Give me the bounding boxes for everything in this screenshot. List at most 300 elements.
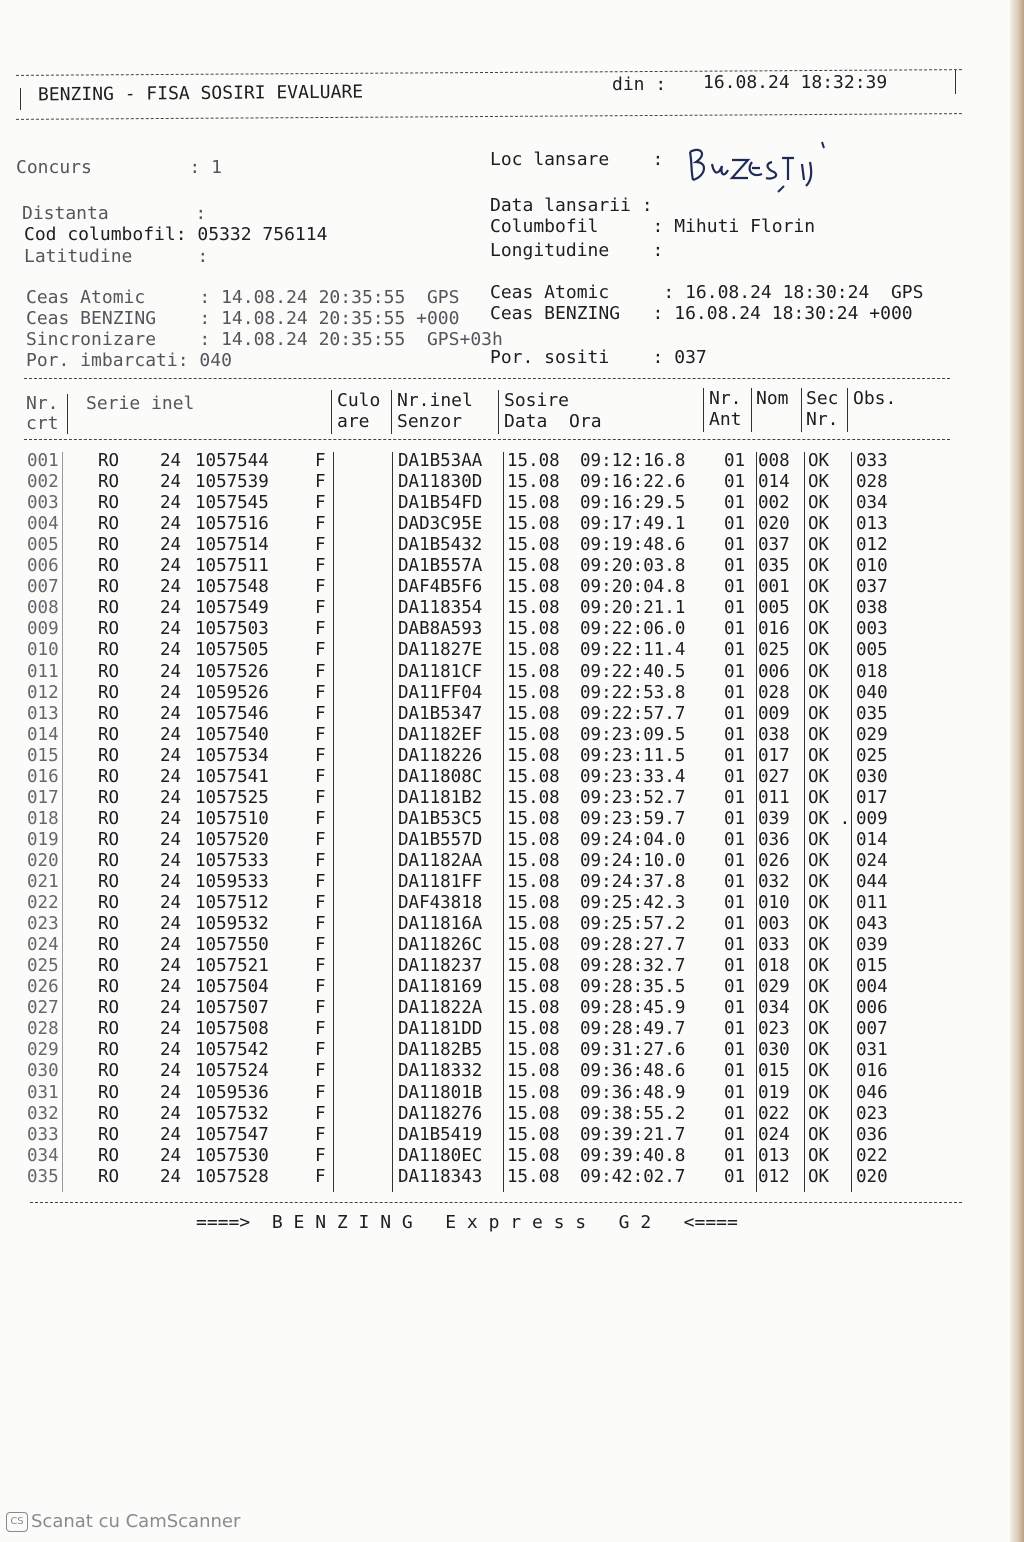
table-bottom-rule <box>30 1202 962 1203</box>
col-sec-1: Sec <box>806 388 839 409</box>
sensor-id-cell: DA118226 <box>398 745 483 766</box>
sex-cell: F <box>315 1103 326 1124</box>
watermark-text: Scanat cu CamScanner <box>31 1511 241 1532</box>
sex-cell: F <box>315 703 326 724</box>
table-row <box>0 725 1000 746</box>
nom-cell: 014 <box>758 472 790 493</box>
obs-cell: 030 <box>856 766 888 787</box>
row-number-cell: 016 <box>27 766 59 787</box>
arrival-date-cell: 15.08 <box>507 1124 560 1145</box>
header-bottom-rule <box>24 439 950 440</box>
year-cell: 24 <box>160 808 182 829</box>
sex-cell: F <box>315 850 326 871</box>
sensor-id-cell: DA1182B5 <box>398 1040 483 1061</box>
sec-status-cell: OK <box>808 472 830 493</box>
nom-cell: 002 <box>758 493 790 514</box>
nr-ant-cell: 01 <box>724 451 746 471</box>
ring-number-cell: 1057530 <box>195 1145 269 1166</box>
ring-number-cell: 1057514 <box>195 535 269 556</box>
row-number-cell: 009 <box>27 619 59 640</box>
arrival-date-cell: 15.08 <box>507 893 560 914</box>
arrival-date-cell: 15.08 <box>507 661 560 682</box>
nom-cell: 032 <box>758 872 790 892</box>
country-code-cell: RO <box>98 451 120 471</box>
sex-cell: F <box>315 872 326 892</box>
table-row <box>0 830 1000 851</box>
year-cell: 24 <box>160 1124 182 1145</box>
hdr-div-2 <box>331 390 332 434</box>
sec-status-cell: OK <box>808 703 830 724</box>
nom-cell: 022 <box>758 1103 790 1124</box>
obs-cell: 005 <box>856 640 888 661</box>
row-number-cell: 001 <box>27 451 59 471</box>
sex-cell: F <box>315 1124 326 1145</box>
arrival-time-cell: 09:23:11.5 <box>580 745 686 766</box>
sex-cell: F <box>315 1082 326 1103</box>
longitudine-line: Longitudine : <box>490 240 664 261</box>
row-number-cell: 013 <box>27 703 59 724</box>
ring-number-cell: 1057541 <box>195 766 269 787</box>
sex-cell: F <box>315 1040 326 1061</box>
row-number-cell: 006 <box>27 556 59 577</box>
row-number-cell: 004 <box>27 514 59 535</box>
table-row <box>0 556 1000 577</box>
country-code-cell: RO <box>98 893 120 914</box>
ring-number-cell: 1057524 <box>195 1061 269 1082</box>
country-code-cell: RO <box>98 493 120 514</box>
year-cell: 24 <box>160 766 182 787</box>
obs-cell: 006 <box>856 998 888 1019</box>
year-cell: 24 <box>160 745 182 766</box>
obs-cell: 029 <box>856 724 888 745</box>
ring-number-cell: 1057544 <box>195 451 269 471</box>
hdr-div-1 <box>67 394 68 434</box>
country-code-cell: RO <box>98 998 120 1019</box>
sensor-id-cell: DA118237 <box>398 956 483 977</box>
col-nr-2: crt <box>26 413 59 434</box>
nom-cell: 033 <box>758 935 790 956</box>
nom-cell: 020 <box>758 514 790 535</box>
nom-cell: 009 <box>758 703 790 724</box>
header-top-rule <box>24 378 950 379</box>
sex-cell: F <box>315 956 326 977</box>
nr-ant-cell: 01 <box>724 598 746 619</box>
sensor-id-cell: DAB8A593 <box>398 619 483 640</box>
table-row <box>0 788 1000 809</box>
sensor-id-cell: DA118332 <box>398 1061 483 1082</box>
country-code-cell: RO <box>98 872 120 892</box>
table-row <box>0 577 1000 598</box>
country-code-cell: RO <box>98 619 120 640</box>
sec-status-cell: OK . <box>808 808 851 829</box>
sec-status-cell: OK <box>808 956 830 977</box>
sensor-id-cell: DAD3C95E <box>398 514 483 535</box>
arrival-time-cell: 09:22:57.7 <box>580 703 686 724</box>
nom-cell: 015 <box>758 1061 790 1082</box>
country-code-cell: RO <box>98 1124 120 1145</box>
nr-ant-cell: 01 <box>724 1019 746 1040</box>
nr-ant-cell: 01 <box>724 977 746 998</box>
obs-cell: 007 <box>856 1019 888 1040</box>
arrival-time-cell: 09:23:09.5 <box>580 724 686 745</box>
year-cell: 24 <box>160 724 182 745</box>
ring-number-cell: 1057528 <box>195 1166 269 1187</box>
sex-cell: F <box>315 935 326 956</box>
hdr-div-6 <box>751 388 752 432</box>
year-cell: 24 <box>160 1103 182 1124</box>
nom-cell: 018 <box>758 956 790 977</box>
distanta-line: Distanta : <box>22 203 207 224</box>
nr-ant-cell: 01 <box>724 472 746 493</box>
arrival-time-cell: 09:20:04.8 <box>580 577 686 598</box>
title-right-bar <box>955 70 956 94</box>
sensor-id-cell: DA1B54FD <box>398 493 483 514</box>
country-code-cell: RO <box>98 1082 120 1103</box>
arrival-time-cell: 09:17:49.1 <box>580 514 686 535</box>
table-row <box>0 619 1000 640</box>
ring-number-cell: 1057550 <box>195 935 269 956</box>
table-row <box>0 1146 1000 1167</box>
concurs-line: Concurs : 1 <box>16 157 222 178</box>
country-code-cell: RO <box>98 914 120 935</box>
row-number-cell: 034 <box>27 1145 59 1166</box>
obs-cell: 024 <box>856 850 888 871</box>
country-code-cell: RO <box>98 514 120 535</box>
table-row <box>0 598 1000 619</box>
year-cell: 24 <box>160 935 182 956</box>
ring-number-cell: 1057508 <box>195 1019 269 1040</box>
sex-cell: F <box>315 745 326 766</box>
table-row <box>0 1040 1000 1061</box>
nom-cell: 025 <box>758 640 790 661</box>
row-number-cell: 011 <box>27 661 59 682</box>
sec-status-cell: OK <box>808 829 830 850</box>
sec-status-cell: OK <box>808 745 830 766</box>
row-number-cell: 007 <box>27 577 59 598</box>
arrival-time-cell: 09:25:57.2 <box>580 914 686 935</box>
nr-ant-cell: 01 <box>724 787 746 808</box>
row-number-cell: 003 <box>27 493 59 514</box>
sensor-id-cell: DAF43818 <box>398 893 483 914</box>
year-cell: 24 <box>160 998 182 1019</box>
year-cell: 24 <box>160 893 182 914</box>
obs-cell: 023 <box>856 1103 888 1124</box>
country-code-cell: RO <box>98 556 120 577</box>
arrival-date-cell: 15.08 <box>507 998 560 1019</box>
year-cell: 24 <box>160 556 182 577</box>
ring-number-cell: 1057520 <box>195 829 269 850</box>
sec-status-cell: OK <box>808 1019 830 1040</box>
nr-ant-cell: 01 <box>724 935 746 956</box>
cod-columbofil-line: Cod columbofil: 05332 756114 <box>24 224 328 245</box>
country-code-cell: RO <box>98 1145 120 1166</box>
table-row <box>0 683 1000 704</box>
obs-cell: 025 <box>856 745 888 766</box>
country-code-cell: RO <box>98 1166 120 1187</box>
row-number-cell: 023 <box>27 914 59 935</box>
col-sosire-1: Sosire <box>504 390 570 411</box>
arrival-date-cell: 15.08 <box>507 1103 560 1124</box>
nr-ant-cell: 01 <box>724 1166 746 1187</box>
sec-status-cell: OK <box>808 914 830 935</box>
table-row <box>0 893 1000 914</box>
country-code-cell: RO <box>98 977 120 998</box>
row-number-cell: 035 <box>27 1166 59 1187</box>
arrival-date-cell: 15.08 <box>507 556 560 577</box>
sec-status-cell: OK <box>808 1145 830 1166</box>
nom-cell: 036 <box>758 829 790 850</box>
nr-ant-cell: 01 <box>724 556 746 577</box>
row-number-cell: 015 <box>27 745 59 766</box>
arrival-date-cell: 15.08 <box>507 703 560 724</box>
row-number-cell: 019 <box>27 829 59 850</box>
sensor-id-cell: DA1B5347 <box>398 703 483 724</box>
title-left-bar <box>20 88 21 110</box>
country-code-cell: RO <box>98 787 120 808</box>
document-title: BENZING - FISA SOSIRI EVALUARE <box>37 81 364 106</box>
nr-ant-cell: 01 <box>724 872 746 892</box>
country-code-cell: RO <box>98 1019 120 1040</box>
arrival-time-cell: 09:28:45.9 <box>580 998 686 1019</box>
year-cell: 24 <box>160 472 182 493</box>
year-cell: 24 <box>160 1145 182 1166</box>
table-row <box>0 809 1000 830</box>
table-row <box>0 1019 1000 1040</box>
nr-ant-cell: 01 <box>724 850 746 871</box>
sex-cell: F <box>315 1019 326 1040</box>
nom-cell: 035 <box>758 556 790 577</box>
nom-cell: 039 <box>758 808 790 829</box>
arrival-time-cell: 09:24:37.8 <box>580 872 686 892</box>
year-cell: 24 <box>160 1019 182 1040</box>
nom-cell: 034 <box>758 998 790 1019</box>
col-nrinel-1: Nr.inel <box>397 390 473 411</box>
sec-status-cell: OK <box>808 682 830 703</box>
ring-number-cell: 1059532 <box>195 914 269 935</box>
table-row <box>0 1104 1000 1125</box>
nom-cell: 005 <box>758 598 790 619</box>
country-code-cell: RO <box>98 724 120 745</box>
country-code-cell: RO <box>98 577 120 598</box>
obs-cell: 036 <box>856 1124 888 1145</box>
nom-cell: 017 <box>758 745 790 766</box>
country-code-cell: RO <box>98 1061 120 1082</box>
ring-number-cell: 1057503 <box>195 619 269 640</box>
sincronizare-line: Sincronizare : 14.08.24 20:35:55 GPS+03h <box>26 329 503 350</box>
sensor-id-cell: DA11801B <box>398 1082 483 1103</box>
row-number-cell: 027 <box>27 998 59 1019</box>
nom-cell: 001 <box>758 577 790 598</box>
data-lansarii-line: Data lansarii : <box>490 195 653 216</box>
table-row <box>0 935 1000 956</box>
obs-cell: 035 <box>856 703 888 724</box>
arrival-date-cell: 15.08 <box>507 493 560 514</box>
nr-ant-cell: 01 <box>724 1124 746 1145</box>
arrival-date-cell: 15.08 <box>507 577 560 598</box>
row-number-cell: 012 <box>27 682 59 703</box>
obs-cell: 046 <box>856 1082 888 1103</box>
arrival-time-cell: 09:23:52.7 <box>580 787 686 808</box>
col-obs: Obs. <box>853 388 897 409</box>
table-row <box>0 767 1000 788</box>
arrival-date-cell: 15.08 <box>507 535 560 556</box>
sensor-id-cell: DA11816A <box>398 914 483 935</box>
nr-ant-cell: 01 <box>724 577 746 598</box>
sec-status-cell: OK <box>808 872 830 892</box>
sensor-id-cell: DA11826C <box>398 935 483 956</box>
sensor-id-cell: DA1B557D <box>398 829 483 850</box>
ring-number-cell: 1057547 <box>195 1124 269 1145</box>
sex-cell: F <box>315 808 326 829</box>
row-number-cell: 014 <box>27 724 59 745</box>
ring-number-cell: 1057505 <box>195 640 269 661</box>
sec-status-cell: OK <box>808 787 830 808</box>
arrival-date-cell: 15.08 <box>507 977 560 998</box>
year-cell: 24 <box>160 682 182 703</box>
sensor-id-cell: DA11FF04 <box>398 682 483 703</box>
country-code-cell: RO <box>98 598 120 619</box>
sex-cell: F <box>315 577 326 598</box>
camscanner-watermark <box>6 1511 240 1532</box>
sex-cell: F <box>315 1061 326 1082</box>
obs-cell: 014 <box>856 829 888 850</box>
arrival-date-cell: 15.08 <box>507 1019 560 1040</box>
hdr-div-7 <box>801 388 802 432</box>
nr-ant-cell: 01 <box>724 893 746 914</box>
nom-cell: 029 <box>758 977 790 998</box>
ring-number-cell: 1057549 <box>195 598 269 619</box>
nr-ant-cell: 01 <box>724 956 746 977</box>
sensor-id-cell: DAF4B5F6 <box>398 577 483 598</box>
arrival-time-cell: 09:23:33.4 <box>580 766 686 787</box>
sensor-id-cell: DA1182EF <box>398 724 483 745</box>
nr-ant-cell: 01 <box>724 1103 746 1124</box>
obs-cell: 017 <box>856 787 888 808</box>
arrival-date-cell: 15.08 <box>507 1082 560 1103</box>
sensor-id-cell: DA1182AA <box>398 850 483 871</box>
sec-status-cell: OK <box>808 640 830 661</box>
nr-ant-cell: 01 <box>724 535 746 556</box>
obs-cell: 037 <box>856 577 888 598</box>
nom-cell: 016 <box>758 619 790 640</box>
title-bottom-rule <box>16 113 962 120</box>
obs-cell: 028 <box>856 472 888 493</box>
ring-number-cell: 1057540 <box>195 724 269 745</box>
row-number-cell: 025 <box>27 956 59 977</box>
nr-ant-cell: 01 <box>724 703 746 724</box>
year-cell: 24 <box>160 1166 182 1187</box>
scan-page-edge <box>1010 0 1024 1542</box>
row-number-cell: 028 <box>27 1019 59 1040</box>
table-row <box>0 1125 1000 1146</box>
arrival-date-cell: 15.08 <box>507 1166 560 1187</box>
year-cell: 24 <box>160 829 182 850</box>
arrival-date-cell: 15.08 <box>507 766 560 787</box>
arrival-time-cell: 09:16:29.5 <box>580 493 686 514</box>
year-cell: 24 <box>160 850 182 871</box>
sec-status-cell: OK <box>808 577 830 598</box>
arrival-time-cell: 09:28:27.7 <box>580 935 686 956</box>
ring-number-cell: 1059533 <box>195 872 269 892</box>
arrival-date-cell: 15.08 <box>507 451 560 471</box>
sensor-id-cell: DA1B53C5 <box>398 808 483 829</box>
sensor-id-cell: DA1181DD <box>398 1019 483 1040</box>
sec-status-cell: OK <box>808 850 830 871</box>
sex-cell: F <box>315 682 326 703</box>
row-number-cell: 026 <box>27 977 59 998</box>
camscanner-logo-icon: CS <box>6 1512 28 1532</box>
row-number-cell: 030 <box>27 1061 59 1082</box>
nom-cell: 008 <box>758 451 790 471</box>
din-value: 16.08.24 18:32:39 <box>703 72 888 93</box>
sex-cell: F <box>315 829 326 850</box>
sex-cell: F <box>315 724 326 745</box>
sex-cell: F <box>315 914 326 935</box>
nr-ant-cell: 01 <box>724 1082 746 1103</box>
country-code-cell: RO <box>98 935 120 956</box>
sec-status-cell: OK <box>808 451 830 471</box>
col-sosire-2: Data Ora <box>504 411 602 432</box>
ring-number-cell: 1057504 <box>195 977 269 998</box>
col-nrant-1: Nr. <box>709 388 742 409</box>
obs-cell: 015 <box>856 956 888 977</box>
sec-status-cell: OK <box>808 1166 830 1187</box>
sec-status-cell: OK <box>808 935 830 956</box>
year-cell: 24 <box>160 535 182 556</box>
sex-cell: F <box>315 598 326 619</box>
table-row <box>0 1167 1000 1188</box>
nom-cell: 019 <box>758 1082 790 1103</box>
sex-cell: F <box>315 535 326 556</box>
row-number-cell: 032 <box>27 1103 59 1124</box>
arrival-date-cell: 15.08 <box>507 1061 560 1082</box>
nr-ant-cell: 01 <box>724 1061 746 1082</box>
ring-number-cell: 1057507 <box>195 998 269 1019</box>
year-cell: 24 <box>160 514 182 535</box>
arrival-date-cell: 15.08 <box>507 787 560 808</box>
arrival-time-cell: 09:20:21.1 <box>580 598 686 619</box>
arrival-time-cell: 09:39:40.8 <box>580 1145 686 1166</box>
year-cell: 24 <box>160 787 182 808</box>
year-cell: 24 <box>160 956 182 977</box>
sensor-id-cell: DA11827E <box>398 640 483 661</box>
table-row <box>0 998 1000 1019</box>
loc-lansare-line: Loc lansare : <box>490 149 664 170</box>
arrival-time-cell: 09:24:04.0 <box>580 829 686 850</box>
ceas-benzing-left: Ceas BENZING : 14.08.24 20:35:55 +000 <box>26 308 460 329</box>
nr-ant-cell: 01 <box>724 640 746 661</box>
country-code-cell: RO <box>98 1040 120 1061</box>
obs-cell: 039 <box>856 935 888 956</box>
arrival-time-cell: 09:39:21.7 <box>580 1124 686 1145</box>
hdr-div-8 <box>847 388 848 432</box>
hdr-div-5 <box>703 388 704 432</box>
arrival-time-cell: 09:25:42.3 <box>580 893 686 914</box>
table-row <box>0 472 1000 493</box>
sec-status-cell: OK <box>808 514 830 535</box>
arrival-time-cell: 09:28:35.5 <box>580 977 686 998</box>
table-row <box>0 956 1000 977</box>
sec-status-cell: OK <box>808 998 830 1019</box>
arrival-date-cell: 15.08 <box>507 682 560 703</box>
arrival-time-cell: 09:20:03.8 <box>580 556 686 577</box>
obs-cell: 013 <box>856 514 888 535</box>
nr-ant-cell: 01 <box>724 493 746 514</box>
row-number-cell: 017 <box>27 787 59 808</box>
sec-status-cell: OK <box>808 724 830 745</box>
row-number-cell: 033 <box>27 1124 59 1145</box>
arrival-time-cell: 09:38:55.2 <box>580 1103 686 1124</box>
